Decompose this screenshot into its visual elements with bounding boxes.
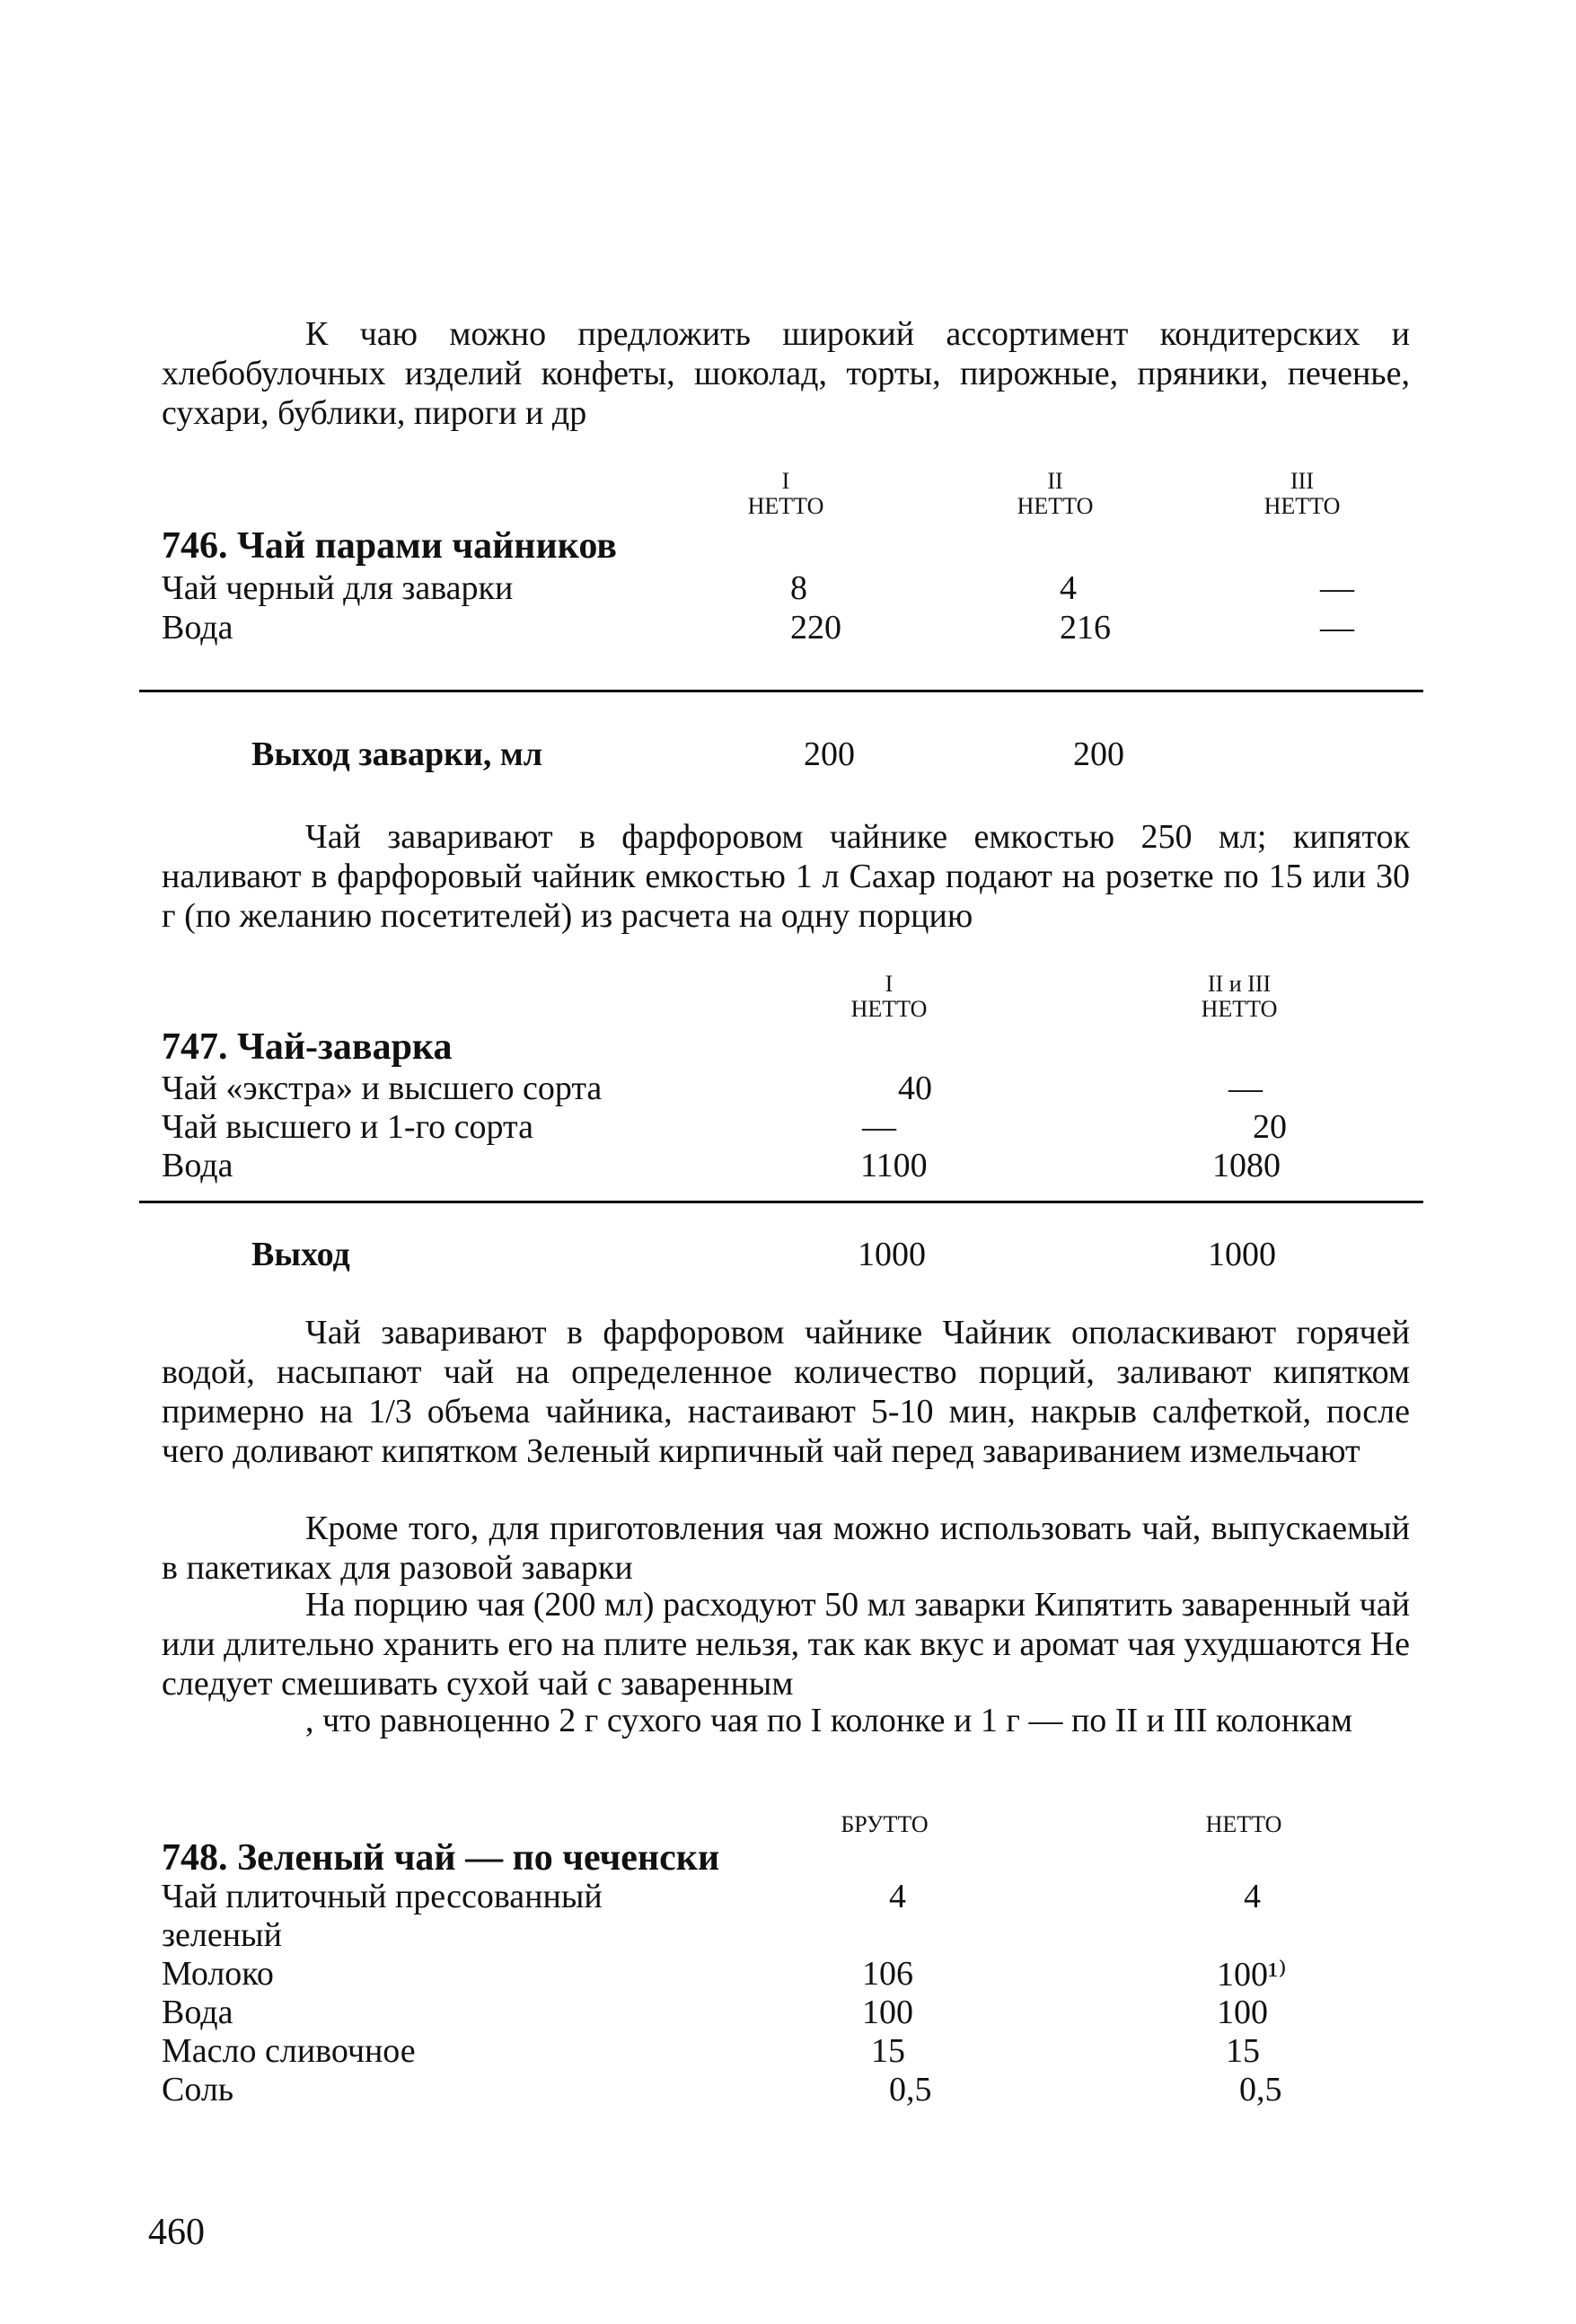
col-header-746-2 — [1006, 469, 1105, 519]
ingredient-name: Чай плиточный прессованный — [162, 1878, 603, 1915]
ingredient-name: Чай высшего и 1-го сорта — [162, 1108, 533, 1146]
ingredient-name: Чай черный для заварки — [162, 569, 514, 607]
paragraph-747-d: , что равноценно 2 г сухого чая по I колонке и 1 г — по II и III колонкам — [305, 1702, 1353, 1739]
ingredient-value-1: 4 — [889, 1878, 906, 1915]
yield-746-value-2: 200 — [1073, 735, 1124, 773]
col-header-746-1-num: I — [781, 468, 790, 494]
divider-746 — [139, 690, 1423, 692]
ingredient-value-1: 106 — [862, 1955, 913, 1993]
col-header-746-1-label: НЕТТО — [747, 493, 824, 519]
ingredient-value-2: 100¹⁾ — [1217, 1956, 1287, 1994]
paragraph-747-b: Кроме того, для приготовления чая можно использовать чай, выпускаемый в пакетиках для разовой заварки — [162, 1510, 1410, 1587]
ingredient-name: зеленый — [162, 1916, 282, 1954]
yield-747-value-2: 1000 — [1208, 1236, 1276, 1273]
ingredient-value-1: 40 — [898, 1070, 932, 1107]
recipe-746-title: 746. Чай парами чайников — [162, 525, 617, 567]
col-header-747-2 — [1181, 972, 1298, 1022]
col-header-746-1 — [736, 469, 835, 519]
ingredient-value-1: 15 — [871, 2032, 905, 2070]
col-header-746-3-num: III — [1290, 468, 1314, 494]
ingredient-value-2: 15 — [1226, 2032, 1260, 2070]
ingredient-value-2: 1080 — [1212, 1147, 1281, 1184]
ingredient-name: Соль — [162, 2071, 234, 2108]
col-header-746-2-label: НЕТТО — [1017, 493, 1094, 519]
ingredient-value-1: 220 — [790, 609, 841, 647]
paragraph-746: Чай заваривают в фарфоровом чайнике емкостью 250 мл; кипяток наливают в фарфоровый чайник емкостью 1 л Сахар подают на розетке по 15 или 30 г (по желанию посетителей) из расчета на одну порцию — [162, 818, 1410, 935]
yield-747-value-1: 1000 — [858, 1236, 926, 1273]
paragraph-747-c: На порцию чая (200 мл) расходуют 50 мл заварки Кипятить заваренный чай или длительно хранить его на плите нельзя, так как вкус и аромат чая ухудшаются Не следует смешивать сухой чай с заваренным — [162, 1586, 1410, 1703]
recipe-748-title: 748. Зеленый чай — по чеченски — [162, 1837, 720, 1879]
ingredient-value-1: 100 — [862, 1994, 913, 2031]
col-header-748-2: НЕТТО — [1205, 1811, 1282, 1837]
col-header-747-2-label: НЕТТО — [1201, 996, 1278, 1022]
ingredient-value-3: — — [1320, 569, 1354, 607]
recipe-747-title: 747. Чай-заварка — [162, 1026, 453, 1068]
ingredient-value-1: 0,5 — [889, 2071, 932, 2108]
ingredient-value-2: 20 — [1253, 1108, 1287, 1146]
ingredient-value-2: 4 — [1060, 569, 1077, 607]
col-header-746-3-label: НЕТТО — [1263, 493, 1341, 519]
ingredient-name: Масло сливочное — [162, 2032, 416, 2070]
ingredient-name: Вода — [162, 1147, 233, 1184]
col-header-747-2-num: II и III — [1207, 971, 1272, 997]
col-header-746-2-num: II — [1047, 468, 1063, 494]
ingredient-value-2: 0,5 — [1239, 2071, 1282, 2108]
col-header-747-1-label: НЕТТО — [850, 996, 928, 1022]
ingredient-value-2: 216 — [1060, 609, 1111, 647]
ingredient-name: Молоко — [162, 1955, 274, 1993]
ingredient-value-2: — — [1228, 1070, 1263, 1107]
page-number: 460 — [148, 2212, 205, 2253]
col-header-748-1: БРУТТО — [841, 1811, 929, 1837]
ingredient-name: Вода — [162, 609, 233, 647]
ingredient-value-3: — — [1320, 609, 1354, 647]
ingredient-name: Вода — [162, 1994, 233, 2031]
yield-747-label: Выход — [251, 1236, 350, 1273]
ingredient-value-2: 4 — [1244, 1878, 1261, 1915]
ingredient-value-1: 8 — [790, 569, 807, 607]
ingredient-name: Чай «экстра» и высшего сорта — [162, 1070, 603, 1107]
ingredient-value-1: 1100 — [860, 1147, 928, 1184]
yield-746-value-1: 200 — [804, 735, 855, 773]
col-header-746-3 — [1253, 469, 1351, 519]
intro-paragraph: К чаю можно предложить широкий ассортимент кондитерских и хлебобулочных изделий конфеты, шоколад, торты, пирожные, пряники, печенье, сухари, бублики, пироги и др — [162, 315, 1410, 432]
divider-747 — [139, 1201, 1423, 1203]
ingredient-value-1: — — [862, 1108, 896, 1146]
col-header-747-1 — [840, 972, 938, 1022]
ingredient-value-2: 100 — [1217, 1994, 1268, 2031]
paragraph-747-a: Чай заваривают в фарфоровом чайнике Чайник ополаскивают горячей водой, насыпают чай на определенное количество порций, заливают кипятком примерно на 1/3 объема чайника, настаивают 5-10 мин, накрыв салфеткой, после чего доливают кипятком Зеленый кирпичный чай перед завариванием измельчают — [162, 1314, 1410, 1470]
yield-746-label: Выход заварки, мл — [251, 735, 543, 773]
col-header-747-1-num: I — [885, 971, 894, 997]
